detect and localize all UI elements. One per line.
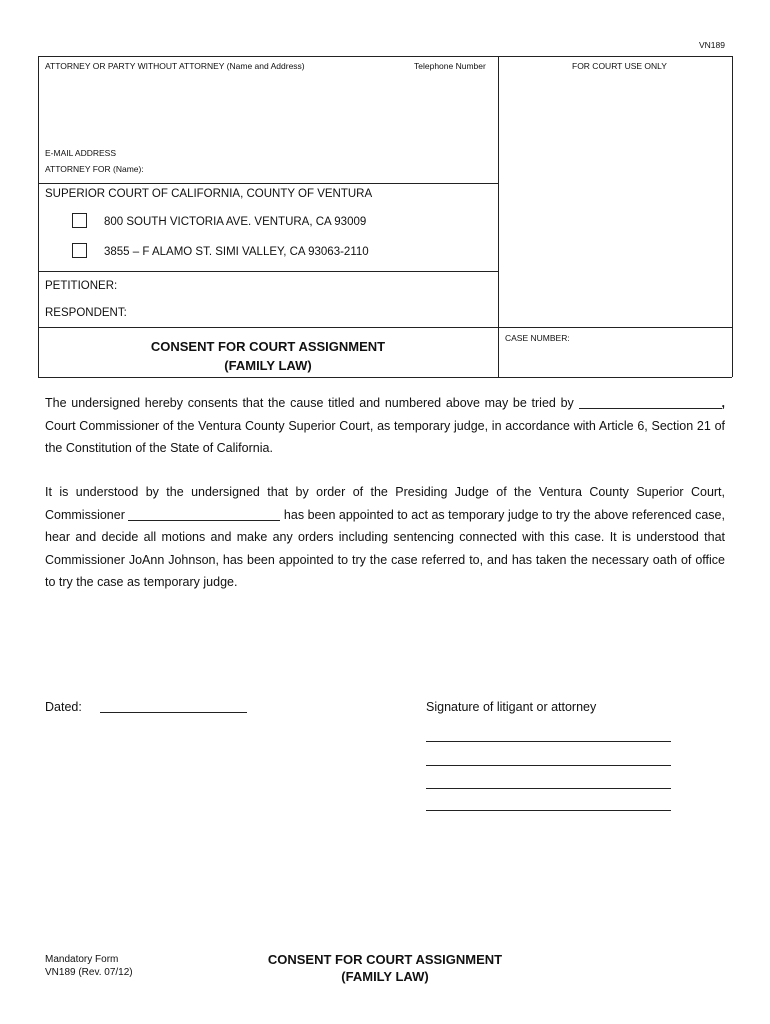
location-simi-valley-label: 3855 – F ALAMO ST. SIMI VALLEY, CA 93063-2110 bbox=[104, 246, 369, 258]
footer-title-line2: (FAMILY LAW) bbox=[341, 969, 429, 984]
attorney-for-label: ATTORNEY FOR (Name): bbox=[45, 164, 144, 174]
footer-revision: VN189 (Rev. 07/12) bbox=[45, 967, 133, 978]
form-title-line1: CONSENT FOR COURT ASSIGNMENT bbox=[150, 339, 386, 354]
consent-paragraph bbox=[45, 392, 725, 460]
signature-line-4[interactable] bbox=[426, 810, 671, 811]
telephone-label: Telephone Number bbox=[414, 61, 486, 71]
understanding-text-a: It is understood by the undersigned that by order of the Presiding Judge of the Ventura County Superior Court, Commissioner bbox=[45, 485, 725, 522]
dated-label: Dated: bbox=[45, 700, 82, 714]
consent-text-b: Court Commissioner of the Ventura County Superior Court, as temporary judge, in accordance with Article 6, Section 21 of the Constitution of the State of California. bbox=[45, 418, 725, 455]
signature-label: Signature of litigant or attorney bbox=[426, 700, 597, 714]
location-simi-valley-checkbox[interactable] bbox=[72, 243, 87, 258]
court-name: SUPERIOR COURT OF CALIFORNIA, COUNTY OF VENTURA bbox=[45, 188, 373, 200]
signature-line-2[interactable] bbox=[426, 765, 671, 766]
form-id: VN189 bbox=[699, 40, 725, 50]
consent-comma: , bbox=[721, 396, 725, 410]
appointed-commissioner-blank[interactable] bbox=[128, 508, 280, 521]
signature-line-1[interactable] bbox=[426, 741, 671, 742]
location-ventura-checkbox[interactable] bbox=[72, 213, 87, 228]
understanding-paragraph bbox=[45, 481, 725, 594]
petitioner-label: PETITIONER: bbox=[45, 280, 118, 292]
respondent-label: RESPONDENT: bbox=[45, 307, 127, 319]
commissioner-name-blank[interactable] bbox=[579, 396, 722, 409]
dated-line[interactable] bbox=[100, 712, 247, 713]
location-ventura-label: 800 SOUTH VICTORIA AVE. VENTURA, CA 93009 bbox=[104, 216, 367, 228]
signature-line-3[interactable] bbox=[426, 788, 671, 789]
case-number-label: CASE NUMBER: bbox=[505, 333, 570, 343]
consent-text-a: The undersigned hereby consents that the cause titled and numbered above may be tried by bbox=[45, 396, 574, 410]
footer-mandatory: Mandatory Form bbox=[45, 954, 119, 965]
attorney-label: ATTORNEY OR PARTY WITHOUT ATTORNEY (Name and Address) bbox=[45, 61, 305, 71]
court-use-label: FOR COURT USE ONLY bbox=[572, 61, 667, 71]
form-title-line2: (FAMILY LAW) bbox=[224, 358, 312, 373]
footer-title-line1: CONSENT FOR COURT ASSIGNMENT bbox=[267, 952, 503, 967]
understanding-text-b: has been appointed to act as temporary judge to try the above referenced case, hear and decide all motions and make any orders including sentencing connected with this case. It is understood that Commissioner JoAnn Johnson, has been appointed to try the case referred to, and has taken the necessary oath of office to try the case as temporary judge. bbox=[45, 507, 725, 589]
email-label: E-MAIL ADDRESS bbox=[45, 148, 117, 158]
